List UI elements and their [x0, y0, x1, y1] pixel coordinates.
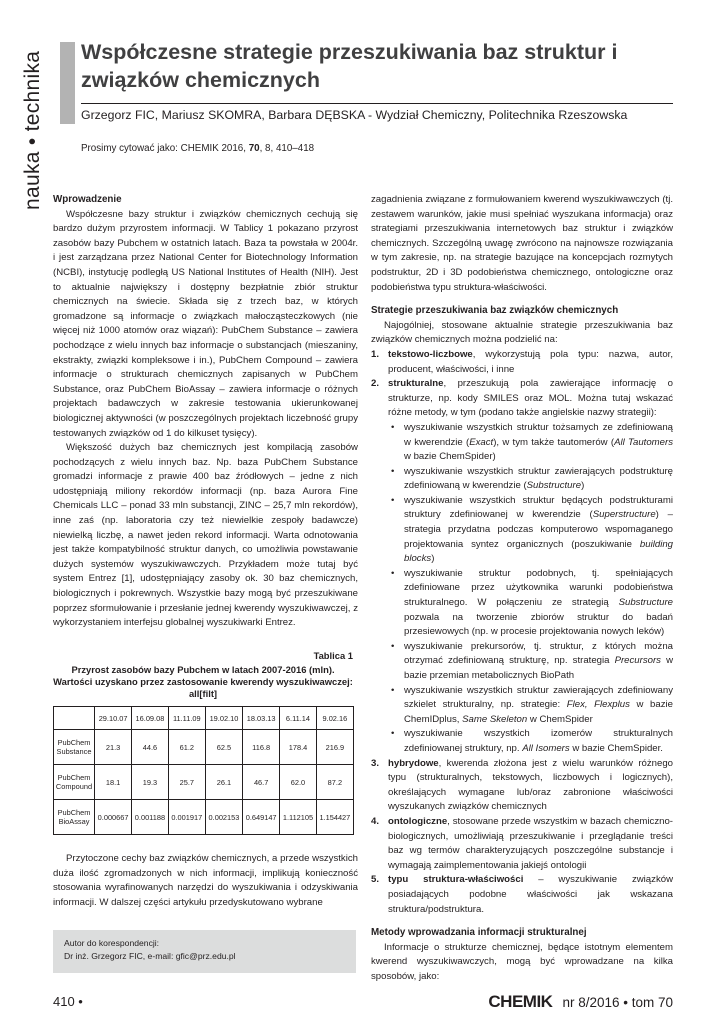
list-item: 4. ontologiczne, stosowane przede wszystkim w bazach chemiczno-biologicznych, umożliwiają przeszukiwanie i przeglądanie treści baz wg termów charakteryzujących poszczególne substancje i wymagają zaimplementowania jakiejś ontologii	[371, 815, 673, 871]
table-cell: 0.000667	[95, 800, 132, 835]
table-header-cell: 19.02.10	[205, 707, 242, 730]
list-item: 5. typu struktura-właściwości – wyszukiwanie związków posiadających podobne właściwości jak wskazana struktura/podstruktura.	[371, 874, 673, 915]
table-label: Tablica 1	[313, 650, 353, 661]
correspondence	[64, 937, 236, 963]
row-label: PubChem Compound	[54, 765, 95, 800]
table-cell: 62.0	[280, 765, 317, 800]
pubchem-table	[53, 706, 354, 835]
list-item: 2. strukturalne, przeszukują pola zawierające informację o strukturze, np. kody SMILES oraz MOL. Można tutaj wskazać różne metody, w tym (podano także angielskie nazwy strategii): • wyszukiwanie wszystkich struktur tożsamych ze zdefiniowaną w kwerendzie (Exact), w tym także tautomerów (All Tautomers w bazie ChemSpider) • wyszukiwanie wszystkich struktur zawierających podstrukturę zdefiniowaną w kwerendzie (Substructure) • wyszukiwanie wszystkich struktur będących podstrukturami struktury zdefiniowanej w kwerendzie (Superstructure) – strategia przydatna podczas komputerowo wspomaganego projektowania syntez organicznych (poszukiwanie building blocks) • wyszukiwanie struktur podobnych, tj. spełniających zdefiniowane przez użytkownika warunki podobieństwa strukturalnego. W połączeniu ze strategią Substructure pozwala na tworzenie zbiorów struktur do badań przesiewowych (np. w procesie projektowania nowych leków) • wyszukiwanie prekursorów, tj. struktur, z których można otrzymać zdefiniowaną strukturę, np. strategia Precursors w bazie przemian metabolicznych BioPath • wyszukiwanie wszystkich struktur zawierających zdefiniowany szkielet strukturalny, np. strategie: Flex, Flexplus w bazie ChemIDplus, Same Skeleton w ChemSpider • wyszukiwanie wszystkich izomerów strukturalnych zdefiniowanej struktury, np. All Isomers w bazie ChemSpider.	[371, 377, 673, 756]
paragraph: Współczesne bazy struktur i związków chemicznych cechują się bardzo dużym przyrostem informacji. W Tablicy 1 pokazano przyrost zasobów bazy Pubchem w ostatnich latach. Baza ta powstała w 2004r. i jest zarządzana przez National Center for Biotechnology Information (NCBI), instytucję podległą US National Institutes of Health (NIH). Jest to aktualnie największy i dostępny bezpłatnie zbiór struktur chemicznych na świecie. Składa się z trzech baz, w których gromadzone są informacje o związkach małocząsteczkowych (nie więcej niż 1000 atomów oraz wiązań): PubChem Substance – zawiera pochodzące z wielu innych baz informacje o substancjach (mieszaniny, ekstrakty, związki kompleksowe i in.), PubChem Compound – zawiera informacje o strukturach chemicznych zapisanych w PubChem Substance, oraz PubChem BioAssay – zawiera informacje o różnych projektach badawczych w zakresie testowania ukierunkowanej biologicznej aktywności (w poszczególnych projektach liczebność grupy testowanych związków od 1 do kilkuset tysięcy).	[53, 208, 358, 439]
table-cell: 1.112105	[280, 800, 317, 835]
table-cell: 19.3	[132, 765, 169, 800]
table-cell: 25.7	[168, 765, 205, 800]
paragraph: Większość dużych baz chemicznych jest kompilacją zasobów pochodzących z wielu innych baz. Np. baza PubChem Substance gromadzi informacje z prawie 400 baz źródłowych – jedne z nich udostępniają miliony rekordów informacji (np. baza Aurora Fine Chemicals LLC – ponad 33 mln substancji, ZINC – 25,7 mln rekordów), inne zaś (np. laboratoria czy też niewielkie zespoły badawcze) niewielką liczbę, a nawet jeden rekord informacji. Warta odnotowania jest także kompatybilność struktur danych, co umożliwia powstawanie dużych systemów wyszukiwawczych. Przykładem może tutaj być system Entrez [1], udostępniający zasoby ok. 30 baz chemicznych, biologicznych i pokrewnych. Wszystkie bazy mogą być przeszukiwane poprzez sformułowanie i przesłanie jednej kwerendy wyszukiwawczej, z wykorzystaniem interfejsu globalnej wyszukiwarki Entrez.	[53, 442, 358, 629]
journal-logo: CHEMIK	[488, 992, 553, 1011]
table-row	[54, 800, 354, 835]
list-item: 3. hybrydowe, kwerenda złożona jest z wielu warunków różnego typu (strukturalnych, tekstowych, liczbowych i logicznych), określających wymagane lub/oraz zabronione właściwości wyszukanych związków chemicznych	[371, 757, 673, 813]
table-cell: 116.8	[243, 730, 280, 765]
section-heading-methods: Metody wprowadzania informacji strukturalnej	[371, 927, 587, 939]
list-item: • wyszukiwanie struktur podobnych, tj. spełniających zdefiniowane przez użytkownika warunki podobieństwa strukturalnego. W połączeniu ze strategią Substructure pozwala na tworzenie zbiorów struktur do badań przesiewowych (np. w procesie projektowania nowych leków)	[388, 567, 673, 640]
title-divider	[81, 103, 673, 104]
left-column	[53, 193, 358, 631]
table-cell: 0.001917	[168, 800, 205, 835]
table-cell: 0.001188	[132, 800, 169, 835]
row-label: PubChem Substance	[54, 730, 95, 765]
correspondence-label: Autor do korespondencji:	[64, 938, 160, 948]
table-header-row	[54, 707, 354, 730]
table-cell: 44.6	[132, 730, 169, 765]
table-row	[54, 765, 354, 800]
authors: Grzegorz FIC, Mariusz SKOMRA, Barbara DĘBSKA - Wydział Chemiczny, Politechnika Rzeszowska	[81, 108, 628, 122]
table-cell: 216.9	[316, 730, 353, 765]
table-cell: 61.2	[168, 730, 205, 765]
table-cell: 62.5	[205, 730, 242, 765]
table-header-cell: 16.09.08	[132, 707, 169, 730]
title-accent-bar	[60, 42, 75, 124]
table-cell: 1.154427	[316, 800, 353, 835]
table-cell: 26.1	[205, 765, 242, 800]
list-item: 1. tekstowo-liczbowe, wykorzystują pola typu: nazwa, autor, producent, właściwości, i inne	[371, 348, 673, 375]
paragraph: Najogólniej, stosowane aktualnie strategie przeszukiwania baz związków chemicznych można podzielić na:	[371, 319, 673, 346]
page-number: 410 •	[53, 994, 83, 1009]
table-header-cell: 6.11.14	[280, 707, 317, 730]
strategy-list	[371, 348, 673, 917]
paragraph: zagadnienia związane z formułowaniem kwerend wyszukiwawczych (tj. zestawem warunków, jakie musi spełniać wyszukana informacja) oraz strategiami przeszukiwania internetowych baz struktur i związków chemicznych. Szczególną uwagę zwrócono na najnowsze rozwiązania w tym zakresie, np. na strategie bazujące na koncepcjach rozmytych podstruktur, 2D i 3D podobieństwa chemicznego, ontologiczne oraz podobieństwa typu struktura-właściwości.	[371, 194, 673, 293]
table-header-cell: 11.11.09	[168, 707, 205, 730]
list-item: • wyszukiwanie prekursorów, tj. struktur, z których można otrzymać zdefiniowaną strukturę, np. strategia Precursors w bazie przemian metabolicznych BioPath	[388, 640, 673, 684]
journal-footer	[488, 992, 673, 1012]
list-item: • wyszukiwanie wszystkich struktur zawierających podstrukturę zdefiniowaną w kwerendzie (Substructure)	[388, 465, 673, 494]
table-cell: 178.4	[280, 730, 317, 765]
issue-info: nr 8/2016 • tom 70	[562, 995, 673, 1010]
method-list	[388, 421, 673, 757]
citation: Prosimy cytować jako: CHEMIK 2016, 70, 8, 410–418	[81, 143, 315, 154]
table-cell: 0.649147	[243, 800, 280, 835]
article-title: Współczesne strategie przeszukiwania baz struktur i związków chemicznych	[81, 40, 618, 92]
section-heading-strategies: Strategie przeszukiwania baz związków chemicznych	[371, 305, 619, 317]
table-cell: 18.1	[95, 765, 132, 800]
row-label: PubChem BioAssay	[54, 800, 95, 835]
list-item: • wyszukiwanie wszystkich izomerów strukturalnych zdefiniowanej struktury, np. All Isomers w bazie ChemSpider.	[388, 727, 673, 756]
list-item: • wyszukiwanie wszystkich struktur będących podstrukturami struktury zdefiniowanej w kwerendzie (Superstructure) – strategia przydatna podczas komputerowo wspomaganego projektowania syntez organicznych (poszukiwanie building blocks)	[388, 494, 673, 567]
list-item: • wyszukiwanie wszystkich struktur tożsamych ze zdefiniowaną w kwerendzie (Exact), w tym także tautomerów (All Tautomers w bazie ChemSpider)	[388, 421, 673, 465]
left-column-continued	[53, 852, 358, 910]
table-header-cell: 18.03.13	[243, 707, 280, 730]
table-row	[54, 730, 354, 765]
paragraph: Przytoczone cechy baz związków chemicznych, a przede wszystkich duża ilość zgromadzonych w nich informacji, implikują konieczność stosowania wyrafinowanych narzędzi do wyszukiwania i odzyskiwania informacji. W dalszej części artykułu przedyskutowano wybrane	[53, 853, 358, 908]
table-header-cell: 29.10.07	[95, 707, 132, 730]
correspondence-text: Dr inż. Grzegorz FIC, e-mail: gfic@prz.edu.pl	[64, 951, 236, 961]
table-header-cell: 9.02.16	[316, 707, 353, 730]
table-title: Przyrost zasobów bazy Pubchem w latach 2007-2016 (mln). Wartości uzyskano przez zastosowanie kwerendy wyszukiwawczej: all[filt]	[53, 664, 353, 699]
paragraph: Informacje o strukturze chemicznej, będące istotnym elementem kwerend wyszukiwawczych, mogą być wprowadzane na kilka sposobów, jako:	[371, 941, 673, 982]
table-cell: 21.3	[95, 730, 132, 765]
right-column	[371, 193, 673, 984]
section-heading-intro: Wprowadzenie	[53, 194, 122, 205]
section-label: nauka • technika	[21, 50, 44, 210]
list-item: • wyszukiwanie wszystkich struktur zawierających zdefiniowany szkielet strukturalny, np. strategie: Flex, Flexplus w bazie ChemIDplus, Same Skeleton w ChemSpider	[388, 684, 673, 728]
table-cell: 87.2	[316, 765, 353, 800]
table-cell: 0.002153	[205, 800, 242, 835]
table-caption	[53, 650, 353, 700]
table-cell: 46.7	[243, 765, 280, 800]
